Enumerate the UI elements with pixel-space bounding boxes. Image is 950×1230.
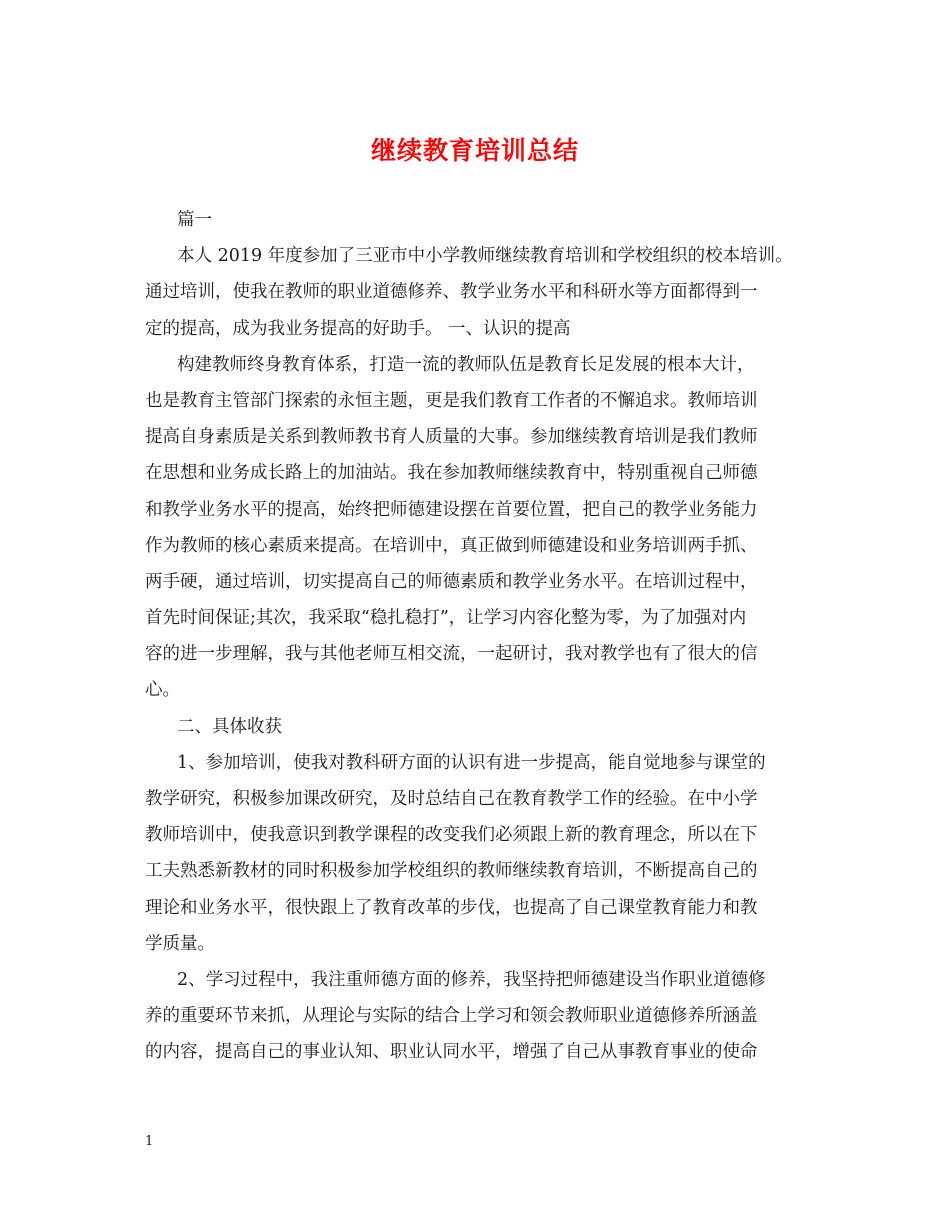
text-line: 两手硬，通过培训，切实提高自己的师德素质和教学业务水平。在培训过程中，	[145, 571, 758, 592]
text-line: 理论和业务水平，很快跟上了教育改革的步伐，也提高了自己课堂教育能力和教	[145, 897, 758, 918]
text-line: 提高自身素质是关系到教师教书育人质量的大事。参加继续教育培训是我们教师	[145, 427, 758, 448]
text-line: 的内容，提高自己的事业认知、职业认同水平，增强了自己从事教育事业的使命	[145, 1042, 758, 1063]
text-line: 养的重要环节来抓，从理论与实际的结合上学习和领会教师职业道德修养所涵盖	[145, 1006, 758, 1027]
text-line: 学质量。	[145, 933, 215, 954]
document-body	[145, 202, 815, 1071]
text-line: 1、参加培训，使我对教科研方面的认识有进一步提高，能自觉地参与课堂的	[177, 752, 766, 773]
document-title: 继续教育培训总结	[370, 136, 579, 165]
text-line: 定的提高，成为我业务提高的好助手。 一、认识的提高	[145, 318, 571, 339]
page-number: 1	[145, 1134, 154, 1149]
text-line: 篇一	[177, 210, 212, 230]
text-line: 和教学业务水平的提高，始终把师德建设摆在首要位置，把自己的教学业务能力	[145, 499, 758, 520]
text-line: 心。	[145, 680, 180, 701]
text-line: 在思想和业务成长路上的加油站。我在参加教师继续教育中，特别重视自己师德	[145, 463, 758, 484]
text-line: 2、学习过程中，我注重师德方面的修养，我坚持把师德建设当作职业道德修	[177, 969, 766, 990]
text-line: 首先时间保证;其次，我采取“稳扎稳打”，让学习内容化整为零，为了加强对内	[145, 608, 747, 629]
text-line: 教师培训中，使我意识到教学课程的改变我们必须跟上新的教育理念，所以在下	[145, 825, 758, 846]
text-line: 构建教师终身教育体系，打造一流的教师队伍是教育长足发展的根本大计，	[177, 354, 755, 375]
text-line: 通过培训，使我在教师的职业道德修养、教学业务水平和科研水等方面都得到一	[145, 282, 758, 303]
text-line: 教学研究，积极参加课改研究，及时总结自己在教育教学工作的经验。在中小学	[145, 789, 758, 809]
text-line: 容的进一步理解，我与其他老师互相交流，一起研讨，我对教学也有了很大的信	[145, 644, 758, 665]
text-line: 作为教师的核心素质来提高。在培训中，真正做到师德建设和业务培训两手抓、	[145, 535, 758, 556]
text-line: 二、具体收获	[177, 716, 282, 737]
text-line: 也是教育主管部门探索的永恒主题，更是我们教育工作者的不懈追求。教师培训	[145, 390, 758, 411]
text-line: 工夫熟悉新教材的同时积极参加学校组织的教师继续教育培训，不断提高自己的	[145, 861, 758, 882]
text-line: 本人 2019 年度参加了三亚市中小学教师继续教育培训和学校组织的校本培训。	[177, 246, 793, 267]
